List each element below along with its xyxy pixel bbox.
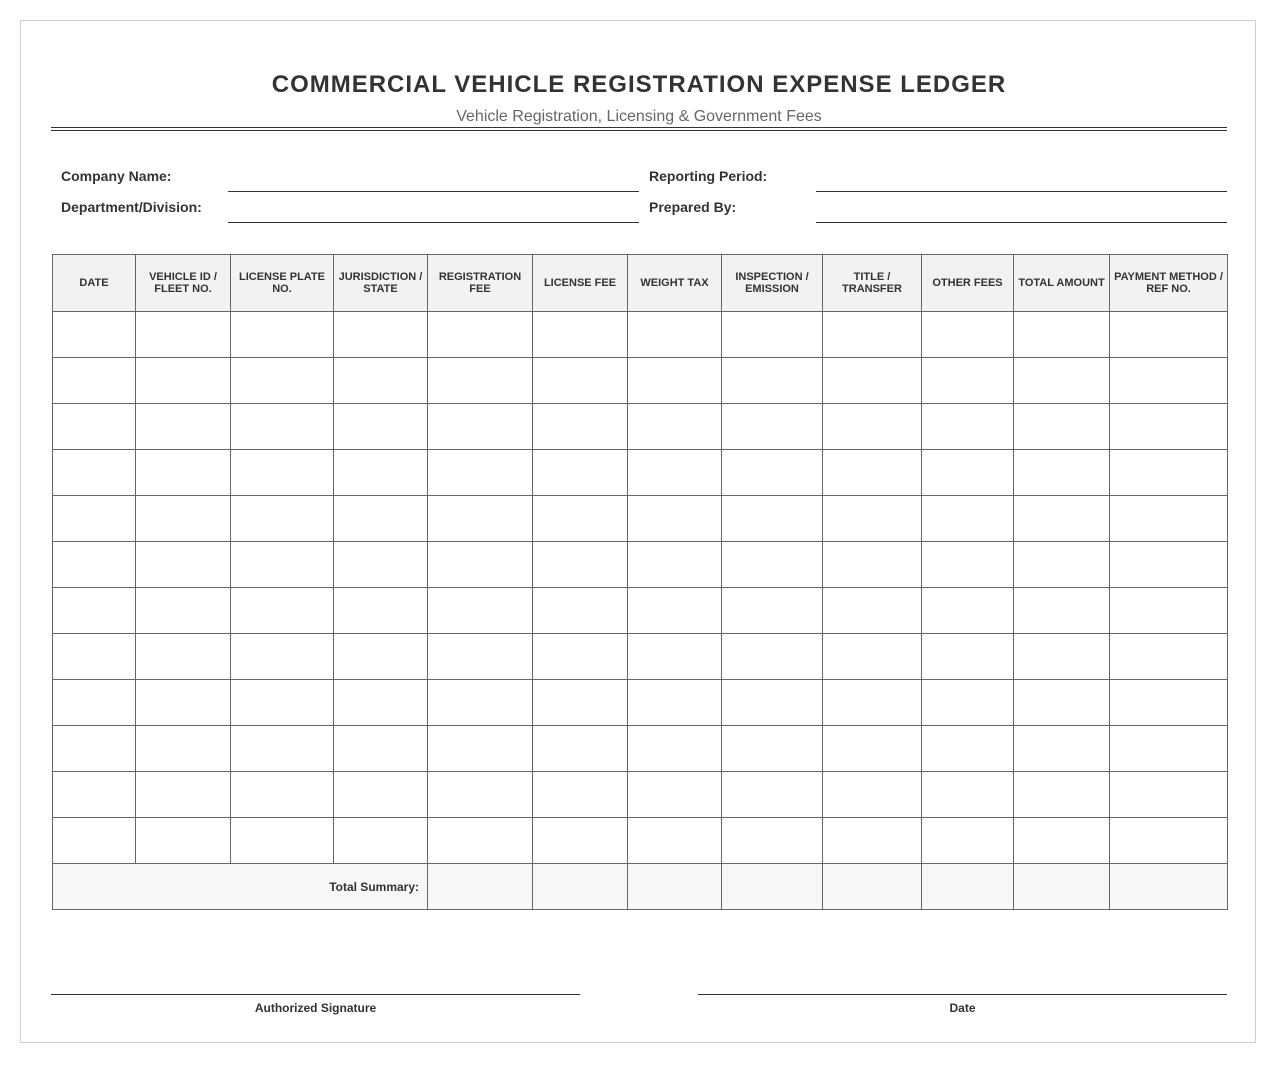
vehicle-id-cell[interactable]	[136, 634, 231, 680]
date-signature-label: Date	[949, 1001, 976, 1015]
inspection-cell[interactable]	[722, 404, 823, 450]
ledger-body	[53, 312, 1228, 864]
header-row	[53, 255, 1228, 312]
payment-method-cell[interactable]	[1110, 358, 1228, 404]
table-row	[53, 634, 1228, 680]
header-divider	[51, 127, 1227, 131]
reporting-period-label: Reporting Period:	[649, 168, 768, 184]
date-cell[interactable]	[53, 588, 136, 634]
license-plate-cell[interactable]	[231, 726, 334, 772]
jurisdiction-cell[interactable]	[334, 818, 428, 864]
other-fees-cell[interactable]	[922, 588, 1014, 634]
vehicle-id-cell[interactable]	[136, 404, 231, 450]
column-header-license-plate: LICENSE PLATE NO.	[231, 255, 334, 312]
license-plate-cell[interactable]	[231, 588, 334, 634]
license-fee-cell[interactable]	[533, 726, 628, 772]
column-header-total-amount: TOTAL AMOUNT	[1014, 255, 1110, 312]
registration-fee-cell[interactable]	[428, 450, 533, 496]
column-header-date: DATE	[53, 255, 136, 312]
weight-tax-cell[interactable]	[628, 404, 722, 450]
title-transfer-cell[interactable]	[823, 772, 922, 818]
payment-method-cell[interactable]	[1110, 542, 1228, 588]
table-row	[53, 680, 1228, 726]
inspection-cell[interactable]	[722, 496, 823, 542]
inspection-cell[interactable]	[722, 358, 823, 404]
inspection-cell[interactable]	[722, 588, 823, 634]
column-header-other-fees: OTHER FEES	[922, 255, 1014, 312]
payment-method-cell[interactable]	[1110, 818, 1228, 864]
license-fee-cell[interactable]	[533, 818, 628, 864]
vehicle-id-cell[interactable]	[136, 680, 231, 726]
vehicle-id-cell[interactable]	[136, 818, 231, 864]
table-row	[53, 450, 1228, 496]
date-cell[interactable]	[53, 726, 136, 772]
license-fee-cell[interactable]	[533, 634, 628, 680]
table-row	[53, 542, 1228, 588]
total-payment-method-cell[interactable]	[1110, 864, 1228, 910]
title-transfer-cell[interactable]	[823, 680, 922, 726]
license-plate-cell[interactable]	[231, 634, 334, 680]
jurisdiction-cell[interactable]	[334, 450, 428, 496]
total-registration-fee-cell[interactable]	[428, 864, 533, 910]
payment-method-cell[interactable]	[1110, 634, 1228, 680]
table-row	[53, 588, 1228, 634]
total-weight-tax-cell[interactable]	[628, 864, 722, 910]
vehicle-id-cell[interactable]	[136, 450, 231, 496]
column-header-title-transfer: TITLE / TRANSFER	[823, 255, 922, 312]
license-plate-cell[interactable]	[231, 312, 334, 358]
jurisdiction-cell[interactable]	[334, 542, 428, 588]
weight-tax-cell[interactable]	[628, 542, 722, 588]
payment-method-cell[interactable]	[1110, 312, 1228, 358]
total-amount-cell[interactable]	[1014, 634, 1110, 680]
reporting-period-field[interactable]	[816, 191, 1227, 192]
other-fees-cell[interactable]	[922, 772, 1014, 818]
vehicle-id-cell[interactable]	[136, 588, 231, 634]
ledger-sheet	[20, 20, 1256, 1043]
prepared-by-field[interactable]	[816, 222, 1227, 223]
table-row	[53, 404, 1228, 450]
registration-fee-cell[interactable]	[428, 496, 533, 542]
column-header-vehicle-id: VEHICLE ID / FLEET NO.	[136, 255, 231, 312]
date-cell[interactable]	[53, 496, 136, 542]
table-row	[53, 818, 1228, 864]
column-header-license-fee: LICENSE FEE	[533, 255, 628, 312]
total-amount-cell[interactable]	[1014, 818, 1110, 864]
inspection-cell[interactable]	[722, 542, 823, 588]
other-fees-cell[interactable]	[922, 726, 1014, 772]
payment-method-cell[interactable]	[1110, 680, 1228, 726]
other-fees-cell[interactable]	[922, 312, 1014, 358]
date-cell[interactable]	[53, 404, 136, 450]
registration-fee-cell[interactable]	[428, 634, 533, 680]
payment-method-cell[interactable]	[1110, 588, 1228, 634]
inspection-cell[interactable]	[722, 450, 823, 496]
vehicle-id-cell[interactable]	[136, 772, 231, 818]
registration-fee-cell[interactable]	[428, 680, 533, 726]
jurisdiction-cell[interactable]	[334, 358, 428, 404]
registration-fee-cell[interactable]	[428, 588, 533, 634]
total-amount-cell[interactable]	[1014, 542, 1110, 588]
column-header-weight-tax: WEIGHT TAX	[628, 255, 722, 312]
vehicle-id-cell[interactable]	[136, 312, 231, 358]
weight-tax-cell[interactable]	[628, 588, 722, 634]
weight-tax-cell[interactable]	[628, 818, 722, 864]
total-inspection-cell[interactable]	[722, 864, 823, 910]
weight-tax-cell[interactable]	[628, 312, 722, 358]
inspection-cell[interactable]	[722, 818, 823, 864]
date-cell[interactable]	[53, 358, 136, 404]
jurisdiction-cell[interactable]	[334, 312, 428, 358]
license-plate-cell[interactable]	[231, 450, 334, 496]
total-amount-cell[interactable]	[1014, 588, 1110, 634]
title-transfer-cell[interactable]	[823, 818, 922, 864]
license-plate-cell[interactable]	[231, 404, 334, 450]
license-plate-cell[interactable]	[231, 772, 334, 818]
weight-tax-cell[interactable]	[628, 680, 722, 726]
total-amount-cell[interactable]	[1014, 450, 1110, 496]
authorized-signature-label: Authorized Signature	[254, 1001, 377, 1015]
payment-method-cell[interactable]	[1110, 772, 1228, 818]
license-fee-cell[interactable]	[533, 680, 628, 726]
jurisdiction-cell[interactable]	[334, 772, 428, 818]
column-header-registration-fee: REGISTRATION FEE	[428, 255, 533, 312]
page-subtitle: Vehicle Registration, Licensing & Government Fees	[456, 108, 822, 125]
total-amount-cell[interactable]	[1014, 404, 1110, 450]
payment-method-cell[interactable]	[1110, 404, 1228, 450]
date-cell[interactable]	[53, 312, 136, 358]
total-license-fee-cell[interactable]	[533, 864, 628, 910]
column-header-inspection: INSPECTION / EMISSION	[722, 255, 823, 312]
authorized-signature-line[interactable]	[51, 994, 580, 995]
jurisdiction-cell[interactable]	[334, 680, 428, 726]
weight-tax-cell[interactable]	[628, 726, 722, 772]
jurisdiction-cell[interactable]	[334, 496, 428, 542]
total-amount-cell[interactable]	[1014, 496, 1110, 542]
company-name-label: Company Name:	[61, 168, 172, 184]
license-fee-cell[interactable]	[533, 312, 628, 358]
license-fee-cell[interactable]	[533, 588, 628, 634]
table-row	[53, 358, 1228, 404]
date-signature-line[interactable]	[698, 994, 1227, 995]
title-transfer-cell[interactable]	[823, 312, 922, 358]
weight-tax-cell[interactable]	[628, 450, 722, 496]
registration-fee-cell[interactable]	[428, 818, 533, 864]
inspection-cell[interactable]	[722, 634, 823, 680]
registration-fee-cell[interactable]	[428, 542, 533, 588]
registration-fee-cell[interactable]	[428, 772, 533, 818]
vehicle-id-cell[interactable]	[136, 542, 231, 588]
date-cell[interactable]	[53, 818, 136, 864]
weight-tax-cell[interactable]	[628, 772, 722, 818]
page-title: COMMERCIAL VEHICLE REGISTRATION EXPENSE LEDGER	[271, 71, 1007, 98]
license-fee-cell[interactable]	[533, 772, 628, 818]
payment-method-cell[interactable]	[1110, 726, 1228, 772]
date-cell[interactable]	[53, 542, 136, 588]
department-field[interactable]	[228, 222, 639, 223]
inspection-cell[interactable]	[722, 726, 823, 772]
license-plate-cell[interactable]	[231, 496, 334, 542]
total-amount-cell[interactable]	[1014, 864, 1110, 910]
total-other-fees-cell[interactable]	[922, 864, 1014, 910]
date-cell[interactable]	[53, 450, 136, 496]
title-transfer-cell[interactable]	[823, 542, 922, 588]
other-fees-cell[interactable]	[922, 542, 1014, 588]
registration-fee-cell[interactable]	[428, 312, 533, 358]
date-cell[interactable]	[53, 680, 136, 726]
license-plate-cell[interactable]	[231, 680, 334, 726]
inspection-cell[interactable]	[722, 680, 823, 726]
jurisdiction-cell[interactable]	[334, 634, 428, 680]
registration-fee-cell[interactable]	[428, 726, 533, 772]
weight-tax-cell[interactable]	[628, 496, 722, 542]
total-amount-cell[interactable]	[1014, 680, 1110, 726]
license-plate-cell[interactable]	[231, 358, 334, 404]
total-summary-row	[53, 864, 1228, 910]
expense-ledger-table	[52, 254, 1228, 910]
table-row	[53, 312, 1228, 358]
jurisdiction-cell[interactable]	[334, 726, 428, 772]
vehicle-id-cell[interactable]	[136, 726, 231, 772]
license-fee-cell[interactable]	[533, 450, 628, 496]
vehicle-id-cell[interactable]	[136, 358, 231, 404]
title-transfer-cell[interactable]	[823, 404, 922, 450]
total-title-transfer-cell[interactable]	[823, 864, 922, 910]
other-fees-cell[interactable]	[922, 404, 1014, 450]
registration-fee-cell[interactable]	[428, 404, 533, 450]
total-summary-label: Total Summary:	[53, 864, 428, 910]
other-fees-cell[interactable]	[922, 450, 1014, 496]
title-transfer-cell[interactable]	[823, 450, 922, 496]
license-fee-cell[interactable]	[533, 542, 628, 588]
weight-tax-cell[interactable]	[628, 634, 722, 680]
registration-fee-cell[interactable]	[428, 358, 533, 404]
date-cell[interactable]	[53, 634, 136, 680]
title-transfer-cell[interactable]	[823, 496, 922, 542]
inspection-cell[interactable]	[722, 312, 823, 358]
table-row	[53, 772, 1228, 818]
other-fees-cell[interactable]	[922, 634, 1014, 680]
prepared-by-label: Prepared By:	[649, 199, 737, 215]
other-fees-cell[interactable]	[922, 680, 1014, 726]
total-amount-cell[interactable]	[1014, 358, 1110, 404]
department-label: Department/Division:	[61, 199, 202, 215]
title-transfer-cell[interactable]	[823, 726, 922, 772]
title-transfer-cell[interactable]	[823, 588, 922, 634]
license-plate-cell[interactable]	[231, 818, 334, 864]
weight-tax-cell[interactable]	[628, 358, 722, 404]
column-header-payment-method: PAYMENT METHOD / REF NO.	[1110, 255, 1228, 312]
title-transfer-cell[interactable]	[823, 634, 922, 680]
jurisdiction-cell[interactable]	[334, 404, 428, 450]
license-fee-cell[interactable]	[533, 404, 628, 450]
total-amount-cell[interactable]	[1014, 726, 1110, 772]
payment-method-cell[interactable]	[1110, 496, 1228, 542]
column-header-jurisdiction: JURISDICTION / STATE	[334, 255, 428, 312]
other-fees-cell[interactable]	[922, 818, 1014, 864]
date-cell[interactable]	[53, 772, 136, 818]
vehicle-id-cell[interactable]	[136, 496, 231, 542]
license-plate-cell[interactable]	[231, 542, 334, 588]
total-amount-cell[interactable]	[1014, 312, 1110, 358]
license-fee-cell[interactable]	[533, 496, 628, 542]
title-transfer-cell[interactable]	[823, 358, 922, 404]
company-name-field[interactable]	[228, 191, 639, 192]
payment-method-cell[interactable]	[1110, 450, 1228, 496]
inspection-cell[interactable]	[722, 772, 823, 818]
table-row	[53, 726, 1228, 772]
table-row	[53, 496, 1228, 542]
other-fees-cell[interactable]	[922, 358, 1014, 404]
license-fee-cell[interactable]	[533, 358, 628, 404]
other-fees-cell[interactable]	[922, 496, 1014, 542]
total-amount-cell[interactable]	[1014, 772, 1110, 818]
jurisdiction-cell[interactable]	[334, 588, 428, 634]
